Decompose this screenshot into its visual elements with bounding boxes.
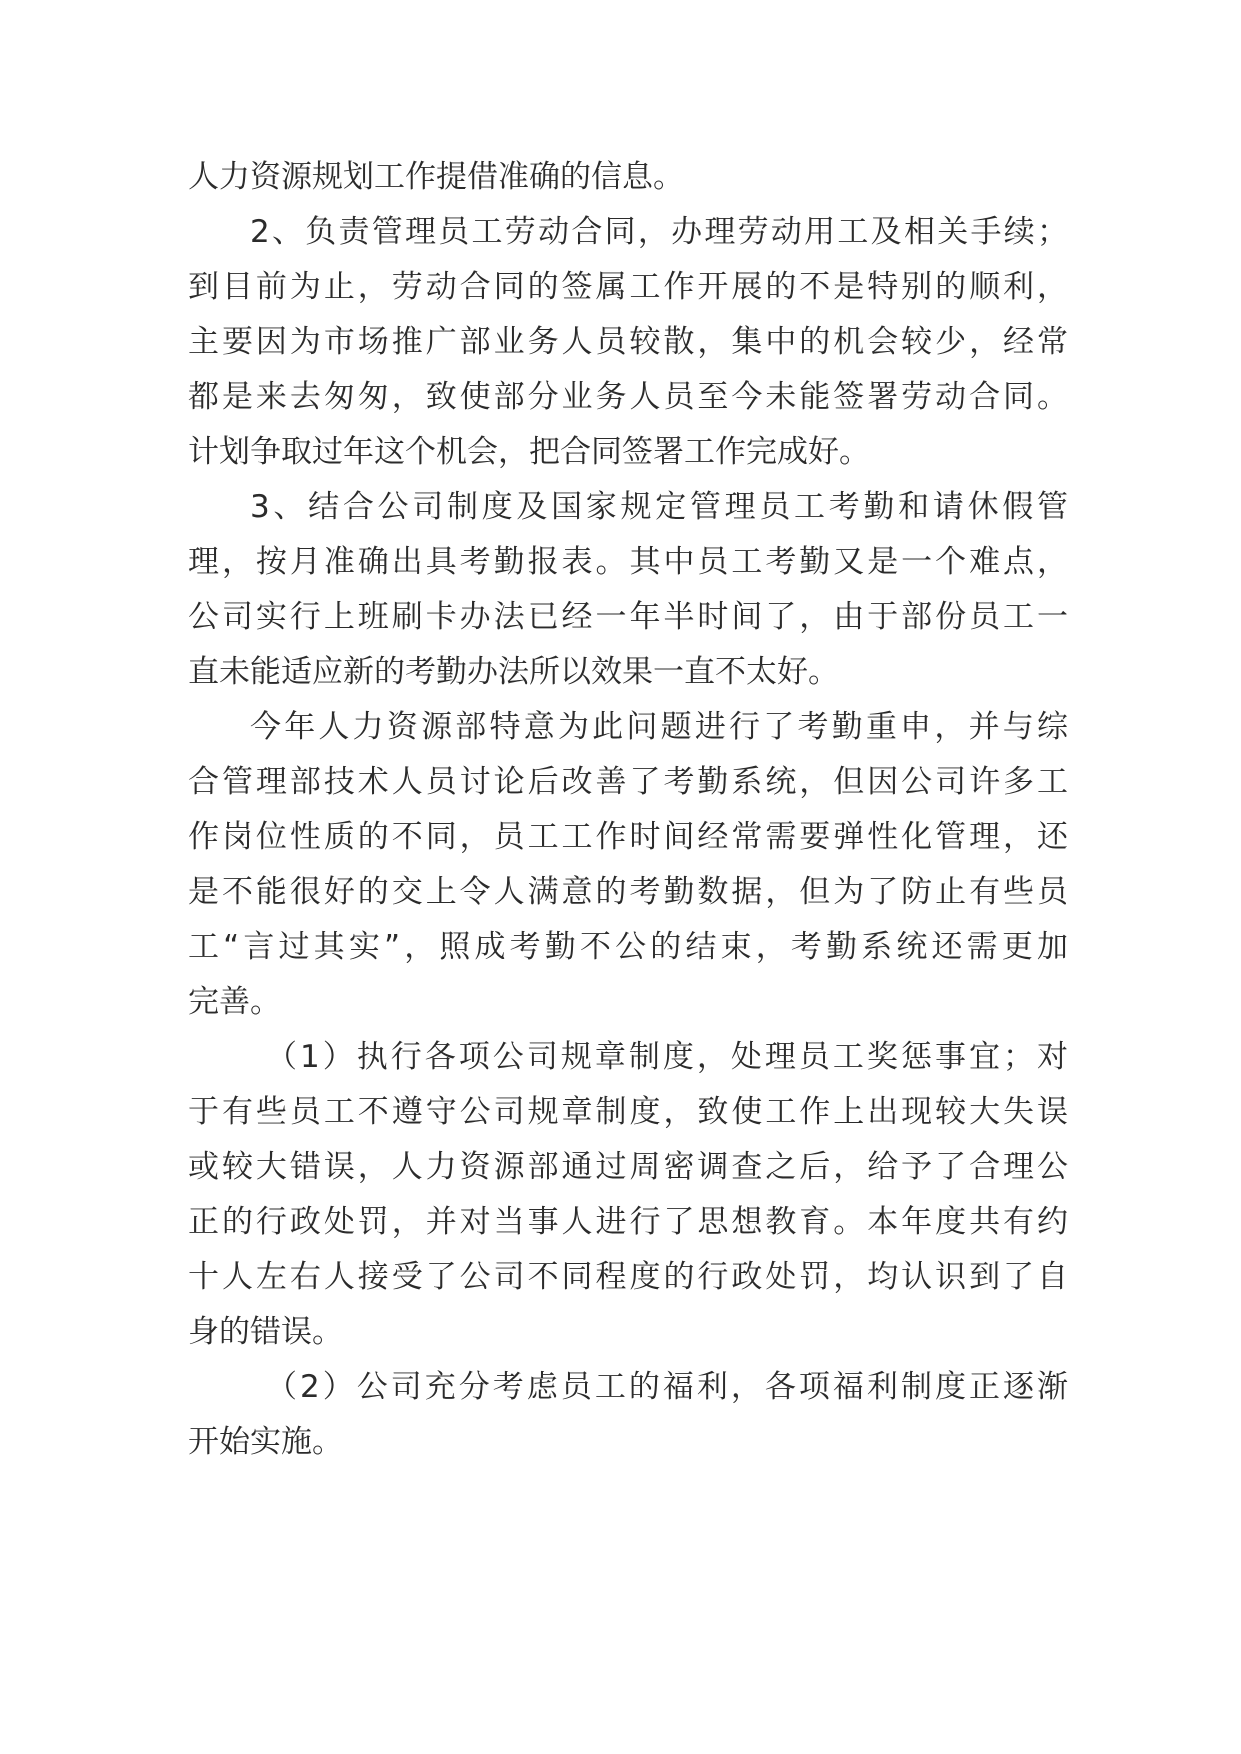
text-line: 理，按月准确出具考勤报表。其中员工考勤又是一个难点， (188, 544, 1068, 580)
text-line: 到目前为止，劳动合同的签属工作开展的不是特别的顺利， (188, 269, 1068, 305)
text-line: 十人左右人接受了公司不同程度的行政处罚，均认识到了自 (188, 1259, 1068, 1295)
text-line: 人力资源规划工作提借准确的信息。 (188, 159, 684, 195)
text-line: 完善。 (188, 984, 281, 1020)
text-line: 身的错误。 (188, 1314, 343, 1350)
text-line: 于有些员工不遵守公司规章制度，致使工作上出现较大失误 (188, 1094, 1068, 1130)
text-line: 主要因为市场推广部业务人员较散，集中的机会较少，经常 (188, 324, 1068, 360)
text-line: 或较大错误，人力资源部通过周密调查之后，给予了合理公 (188, 1149, 1068, 1185)
text-line: 工“言过其实”，照成考勤不公的结束，考勤系统还需更加 (188, 929, 1068, 965)
text-line: （1）执行各项公司规章制度，处理员工奖惩事宜；对 (266, 1039, 1068, 1075)
text-line: 计划争取过年这个机会，把合同签署工作完成好。 (188, 434, 870, 470)
text-line: 3、结合公司制度及国家规定管理员工考勤和请休假管 (250, 489, 1068, 525)
text-line: 作岗位性质的不同，员工工作时间经常需要弹性化管理，还 (188, 819, 1068, 855)
text-line: 合管理部技术人员讨论后改善了考勤系统，但因公司许多工 (188, 764, 1068, 800)
text-line: 都是来去匆匆，致使部分业务人员至今未能签署劳动合同。 (188, 379, 1068, 415)
text-line: （2）公司充分考虑员工的福利，各项福利制度正逐渐 (266, 1369, 1068, 1405)
text-line: 正的行政处罚，并对当事人进行了思想教育。本年度共有约 (188, 1204, 1068, 1240)
text-line: 直未能适应新的考勤办法所以效果一直不太好。 (188, 654, 839, 690)
document-body (188, 150, 1068, 1470)
text-line: 开始实施。 (188, 1424, 343, 1460)
text-line: 是不能很好的交上令人满意的考勤数据，但为了防止有些员 (188, 874, 1068, 910)
text-line: 今年人力资源部特意为此问题进行了考勤重申，并与综 (250, 709, 1068, 745)
text-line: 公司实行上班刷卡办法已经一年半时间了，由于部份员工一 (188, 599, 1068, 635)
text-line: 2、负责管理员工劳动合同，办理劳动用工及相关手续； (250, 214, 1068, 250)
